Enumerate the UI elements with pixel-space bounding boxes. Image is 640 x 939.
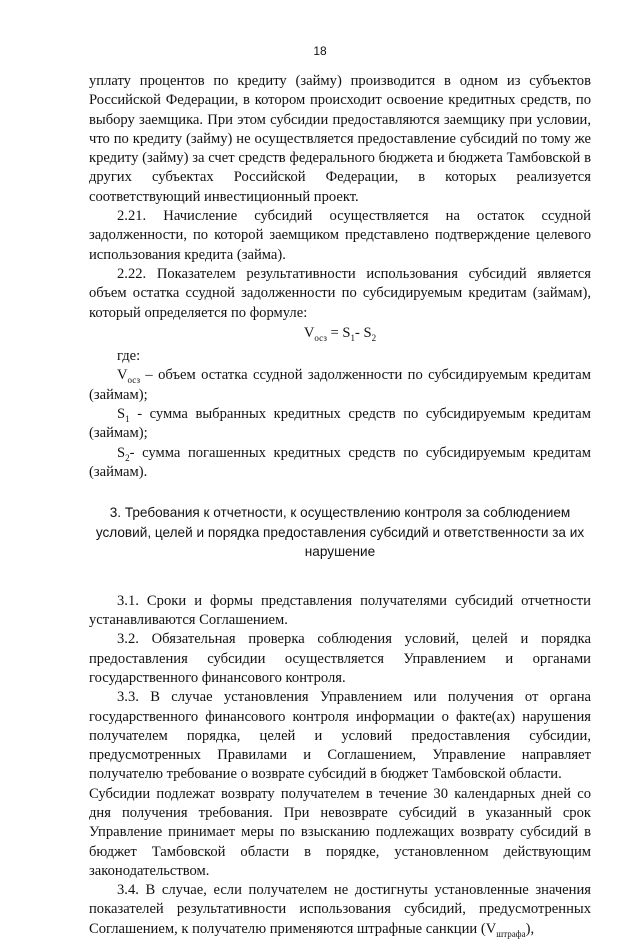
definition-v-subscript: осз [127, 375, 141, 386]
definition-s2 [89, 444, 591, 483]
formula-minus-s: - S [355, 324, 372, 341]
formula [89, 324, 591, 343]
paragraph-3-4 [89, 881, 591, 939]
where-label: где: [117, 348, 141, 365]
paragraph-3-4-text: 3.4. В случае, если получателем не достигнуты установленные значения показателей результативности использования субсидий, предусмотренных Соглашением, к получателю применяются штрафные санкции (V [89, 882, 591, 937]
definition-s1 [89, 405, 591, 444]
definition-v [89, 366, 591, 405]
paragraph-3-1: 3.1. Сроки и формы представления получателями субсидий отчетности устанавливаются Соглашением. [89, 592, 591, 629]
paragraph-continuation: уплату процентов по кредиту (займу) производится в одном из субъектов Российской Федерации, в котором происходит освоение кредитных средств, по выбору заемщика. При этом субсидии предоставляются заемщику при условии, что по кредиту (займу) не осуществляется предоставление субсидий по тому же кредиту (займу) за счет средств федерального бюджета и бюджета Тамбовской в других субъектах Российской Федерации, в которых реализуется соответствующий инвестиционный проект. [89, 73, 591, 205]
paragraph-3-3: 3.3. В случае установления Управлением или получения от органа государственного финансового контроля информации о факте(ах) нарушения получателем порядка, целей и условий предоставления субсидии, предусмотренных Правилами и Соглашением, Управление направляет получателю требование о возврате субсидий в бюджет Тамбовской области. [89, 689, 591, 783]
definition-s2-symbol: S [117, 444, 126, 461]
formula-s1-subscript: 1 [350, 332, 356, 343]
paragraph-2-21: 2.21. Начисление субсидий осуществляется на остаток ссудной задолженности, по которой заемщиком представлено подтверждение целевого использования кредита (займа). [89, 208, 591, 263]
paragraph-3-4-subscript: штрафа [496, 928, 526, 939]
formula-equals-s: = S [326, 324, 351, 341]
definition-s1-subscript: 1 [125, 413, 130, 424]
page-number: 18 [313, 44, 327, 58]
definition-s1-symbol: S [117, 406, 126, 423]
definition-s2-text: - сумма погашенных кредитных средств по субсидируемым кредитам (займам). [89, 444, 591, 480]
definition-v-text: – объем остатка ссудной задолженности по субсидируемым кредитам (займам); [89, 367, 591, 403]
paragraph-3-4-tail: ), [525, 920, 535, 937]
definition-s1-text: - сумма выбранных кредитных средств по субсидируемым кредитам (займам); [89, 406, 591, 442]
paragraph-3-3-continued: Субсидии подлежат возврату получателем в течение 30 календарных дней со дня получения требования. При невозврате субсидий в указанный срок Управление принимает меры по взысканию подлежащих возврату субсидий в бюджет Тамбовской области в порядке, установленном действующим законодательством. [89, 785, 591, 879]
paragraph-2-22: 2.22. Показателем результативности использования субсидий является объем остатка ссудной задолженности по субсидируемым кредитам (займам), который определяется по формуле: [89, 265, 591, 321]
definition-v-symbol: V [117, 367, 128, 384]
section-3-heading: 3. Требования к отчетности, к осуществлению контроля за соблюдением условий, целей и порядка предоставления субсидий и ответственности за их нарушение [95, 505, 585, 560]
paragraph-3-2: 3.2. Обязательная проверка соблюдения условий, целей и порядка предоставления субсидии осуществляется Управлением и органами государственного финансового контроля. [89, 631, 591, 686]
definition-s2-subscript: 2 [125, 452, 130, 463]
formula-s2-subscript: 2 [371, 332, 377, 343]
document-body [89, 72, 591, 939]
formula-v: V [303, 324, 315, 341]
formula-v-subscript: осз [314, 332, 327, 343]
